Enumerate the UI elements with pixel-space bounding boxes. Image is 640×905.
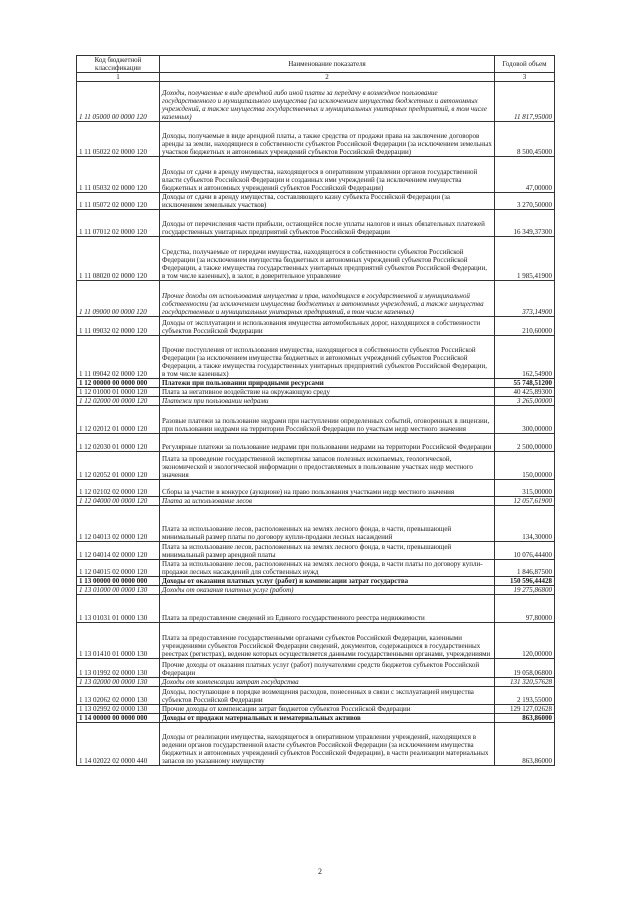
- header-num-2: 2: [160, 73, 495, 82]
- header-amount: Годовой объем: [495, 56, 555, 73]
- table-row: [77, 452, 555, 480]
- row-name: Доходы от продажи материальных и нематериальных активов: [160, 714, 495, 723]
- row-code: 1 12 02052 01 0000 120: [77, 452, 160, 480]
- row-amount: 162,54900: [495, 336, 555, 379]
- row-amount: 120,00000: [495, 623, 555, 659]
- row-code: 1 12 04013 02 0000 120: [77, 506, 160, 542]
- row-code: 1 11 09032 02 0000 120: [77, 317, 160, 336]
- header-name: Наименование показателя: [160, 56, 495, 73]
- row-name: Платежи при пользовании природными ресурсами: [160, 379, 495, 388]
- row-code: 1 11 08020 02 0000 120: [77, 237, 160, 281]
- table-row: [77, 586, 555, 595]
- row-name: Плата за предоставление государственными органами субъектов Российской Федерации, казенными учреждениями субъектов Российской Федерации сведений, документов, содержащихся в государственных реестрах (регистрах), ведение которых осуществляется данными государственными органами, учреждениями: [160, 623, 495, 659]
- row-code: 1 11 05032 02 0000 120: [77, 157, 160, 193]
- table-row: [77, 497, 555, 506]
- row-code: 1 11 05072 02 0000 120: [77, 193, 160, 210]
- table-row: [77, 560, 555, 577]
- table-row: [77, 397, 555, 406]
- row-name: Доходы от оказания платных услуг (работ) и компенсации затрат государства: [160, 577, 495, 586]
- row-name: Доходы от компенсации затрат государства: [160, 678, 495, 687]
- row-code: 1 11 09000 00 0000 120: [77, 281, 160, 317]
- row-code: 1 13 00000 00 0000 000: [77, 577, 160, 586]
- row-amount: 134,30000: [495, 506, 555, 542]
- row-code: 1 14 02022 02 0000 440: [77, 723, 160, 766]
- row-name: Разовые платежи за пользование недрами при наступлении определенных событий, оговоренных в лицензии, при пользовании недрами на территории Российской Федерации по участкам недр местного значения: [160, 406, 495, 434]
- row-amount: 300,00000: [495, 406, 555, 434]
- row-name: Плата за негативное воздействие на окружающую среду: [160, 388, 495, 397]
- row-amount: 1 846,87500: [495, 560, 555, 577]
- revenue-table: [76, 55, 555, 766]
- row-amount: 19 275,86800: [495, 586, 555, 595]
- table-row: [77, 82, 555, 122]
- header-num-3: 3: [495, 73, 555, 82]
- row-code: 1 13 01000 00 0000 130: [77, 586, 160, 595]
- table-row: [77, 406, 555, 434]
- row-amount: 863,86000: [495, 723, 555, 766]
- table-row: [77, 623, 555, 659]
- table-row: [77, 237, 555, 281]
- row-code: 1 13 02000 00 0000 130: [77, 678, 160, 687]
- row-name: Средства, получаемые от передачи имущества, находящегося в собственности субъектов Российской Федерации (за исключением имущества бюджетных и автономных учреждений субъектов Российской Федерации, а также имущества государственных унитарных предприятий субъектов Российской Федерации, в том числе казенных), в залог, в доверительное управление: [160, 237, 495, 281]
- row-code: 1 12 00000 00 0000 000: [77, 379, 160, 388]
- row-amount: 40 425,89300: [495, 388, 555, 397]
- table-row: [77, 379, 555, 388]
- header-num-1: 1: [77, 73, 160, 82]
- table-row: [77, 678, 555, 687]
- row-name: Регулярные платежи за пользование недрами при пользовании недрами на территории Российской Федерации: [160, 434, 495, 452]
- row-name: Доходы, получаемые в виде арендной платы, а также средства от продажи права на заключение договоров аренды за земли, находящиеся в собственности субъектов Российской Федерации (за исключением земельных участков бюджетных и автономных учреждений субъектов Российской Федерации): [160, 122, 495, 157]
- row-amount: 1 985,41900: [495, 237, 555, 281]
- table-row: [77, 210, 555, 237]
- row-code: 1 11 05022 02 0000 120: [77, 122, 160, 157]
- row-name: Доходы от реализации имущества, находящегося в оперативном управлении учреждений, находящихся в ведении органов государственной власти субъектов Российской Федерации (за исключением имущества бюджетных и автономных учреждений субъектов Российской Федерации), в части реализации материальных запасов по указанному имуществу: [160, 723, 495, 766]
- row-amount: 150 596,44428: [495, 577, 555, 586]
- row-code: 1 12 02102 02 0000 120: [77, 480, 160, 497]
- row-code: 1 11 09042 02 0000 120: [77, 336, 160, 379]
- row-name: Плата за использование лесов, расположенных на землях лесного фонда, в части, превышающей минимальный размер платы по договору купли-продажи лесных насаждений: [160, 506, 495, 542]
- row-code: 1 12 01000 01 0000 120: [77, 388, 160, 397]
- row-amount: 10 076,44400: [495, 542, 555, 560]
- row-code: 1 13 02062 02 0000 130: [77, 687, 160, 705]
- row-name: Плата за проведение государственной экспертизы запасов полезных ископаемых, геологической, экономической и экологической информации о предоставляемых в пользование участках недр местного значения: [160, 452, 495, 480]
- row-code: 1 14 00000 00 0000 000: [77, 714, 160, 723]
- row-amount: 55 748,51200: [495, 379, 555, 388]
- table-row: [77, 577, 555, 586]
- header-code: Код бюджетной классификации: [77, 56, 160, 73]
- row-code: 1 12 02012 01 0000 120: [77, 406, 160, 434]
- row-name: Прочие доходы от компенсации затрат бюджетов субъектов Российской Федерации: [160, 705, 495, 714]
- row-amount: 150,00000: [495, 452, 555, 480]
- table-row: [77, 122, 555, 157]
- table-row: [77, 317, 555, 336]
- row-amount: 8 500,45000: [495, 122, 555, 157]
- row-amount: 12 057,61900: [495, 497, 555, 506]
- table-row: [77, 281, 555, 317]
- row-amount: 315,00000: [495, 480, 555, 497]
- row-name: Платежи при пользовании недрами: [160, 397, 495, 406]
- row-amount: 19 058,06800: [495, 659, 555, 678]
- row-code: 1 13 02992 02 0000 130: [77, 705, 160, 714]
- row-code: 1 13 01410 01 0000 130: [77, 623, 160, 659]
- row-amount: 2 500,00000: [495, 434, 555, 452]
- table-row: [77, 542, 555, 560]
- page-number: 2: [318, 867, 322, 876]
- row-name: Плата за использование лесов, расположенных на землях лесного фонда, в части, превышающей минимальный размер арендной платы: [160, 542, 495, 560]
- table-row: [77, 434, 555, 452]
- row-amount: 47,00000: [495, 157, 555, 193]
- table-row: [77, 659, 555, 678]
- row-amount: 863,86000: [495, 714, 555, 723]
- row-code: 1 12 04015 02 0000 120: [77, 560, 160, 577]
- row-name: Плата за предоставление сведений из Единого государственного реестра недвижимости: [160, 595, 495, 623]
- row-amount: 11 817,95000: [495, 82, 555, 122]
- table-row: [77, 336, 555, 379]
- row-code: 1 12 02000 00 0000 120: [77, 397, 160, 406]
- row-code: 1 12 04014 02 0000 120: [77, 542, 160, 560]
- table-row: [77, 388, 555, 397]
- row-code: 1 13 01992 02 0000 130: [77, 659, 160, 678]
- row-name: Доходы от сдачи в аренду имущества, находящегося в оперативном управлении органов государственной власти субъектов Российской Федерации и созданных ими учреждений (за исключением имущества бюджетных и автономных учреждений субъектов Российской Федерации): [160, 157, 495, 193]
- table-row: [77, 193, 555, 210]
- row-code: 1 13 01031 01 0000 130: [77, 595, 160, 623]
- row-code: 1 12 02030 01 0000 120: [77, 434, 160, 452]
- table-row: [77, 480, 555, 497]
- row-name: Доходы от сдачи в аренду имущества, составляющего казну субъекта Российской Федерации (за исключением земельных участков): [160, 193, 495, 210]
- table-row: [77, 714, 555, 723]
- row-name: Прочие доходы от использования имущества и прав, находящихся в государственной и муниципальной собственности (за исключением имущества бюджетных и автономных учреждений, а также имущества государственных и муниципальных унитарных предприятий, в том числе казенных): [160, 281, 495, 317]
- row-code: 1 11 05000 00 0000 120: [77, 82, 160, 122]
- row-name: Доходы, получаемые в виде арендной либо иной платы за передачу в возмездное пользование государственного и муниципального имущества (за исключением имущества бюджетных и автономных учреждений, а также имущества государственных и муниципальных унитарных предприятий, в том числе казенных): [160, 82, 495, 122]
- table-row: [77, 705, 555, 714]
- row-name: Сборы за участие в конкурсе (аукционе) на право пользования участками недр местного значения: [160, 480, 495, 497]
- row-amount: 16 349,37300: [495, 210, 555, 237]
- row-amount: 3 270,50000: [495, 193, 555, 210]
- row-amount: 131 320,57628: [495, 678, 555, 687]
- table-row: [77, 157, 555, 193]
- table-row: [77, 723, 555, 766]
- row-name: Доходы от оказания платных услуг (работ): [160, 586, 495, 595]
- row-amount: 373,14900: [495, 281, 555, 317]
- row-amount: 3 265,00000: [495, 397, 555, 406]
- table-row: [77, 506, 555, 542]
- row-name: Прочие доходы от оказания платных услуг (работ) получателями средств бюджетов субъектов Российской Федерации: [160, 659, 495, 678]
- row-amount: 2 193,55000: [495, 687, 555, 705]
- row-name: Доходы от перечисления части прибыли, остающейся после уплаты налогов и иных обязательных платежей государственных унитарных предприятий субъектов Российской Федерации: [160, 210, 495, 237]
- row-name: Прочие поступления от использования имущества, находящегося в собственности субъектов Российской Федерации (за исключением имущества бюджетных и автономных учреждений субъектов Российской Федерации, а также имущества государственных унитарных предприятий субъектов Российской Федерации, в том числе казенных): [160, 336, 495, 379]
- row-name: Плата за использование лесов, расположенных на землях лесного фонда, в части платы по договору купли-продажи лесных насаждений для собственных нужд: [160, 560, 495, 577]
- row-name: Плата за использование лесов: [160, 497, 495, 506]
- table-row: [77, 687, 555, 705]
- row-amount: 97,80000: [495, 595, 555, 623]
- row-amount: 210,60000: [495, 317, 555, 336]
- table-body: [77, 82, 555, 766]
- row-code: 1 11 07012 02 0000 120: [77, 210, 160, 237]
- row-amount: 129 127,02628: [495, 705, 555, 714]
- table-row: [77, 595, 555, 623]
- row-name: Доходы, поступающие в порядке возмещения расходов, понесенных в связи с эксплуатацией имущества субъектов Российской Федерации: [160, 687, 495, 705]
- row-code: 1 12 04000 00 0000 120: [77, 497, 160, 506]
- row-name: Доходы от эксплуатации и использования имущества автомобильных дорог, находящихся в собственности субъектов Российской Федерации: [160, 317, 495, 336]
